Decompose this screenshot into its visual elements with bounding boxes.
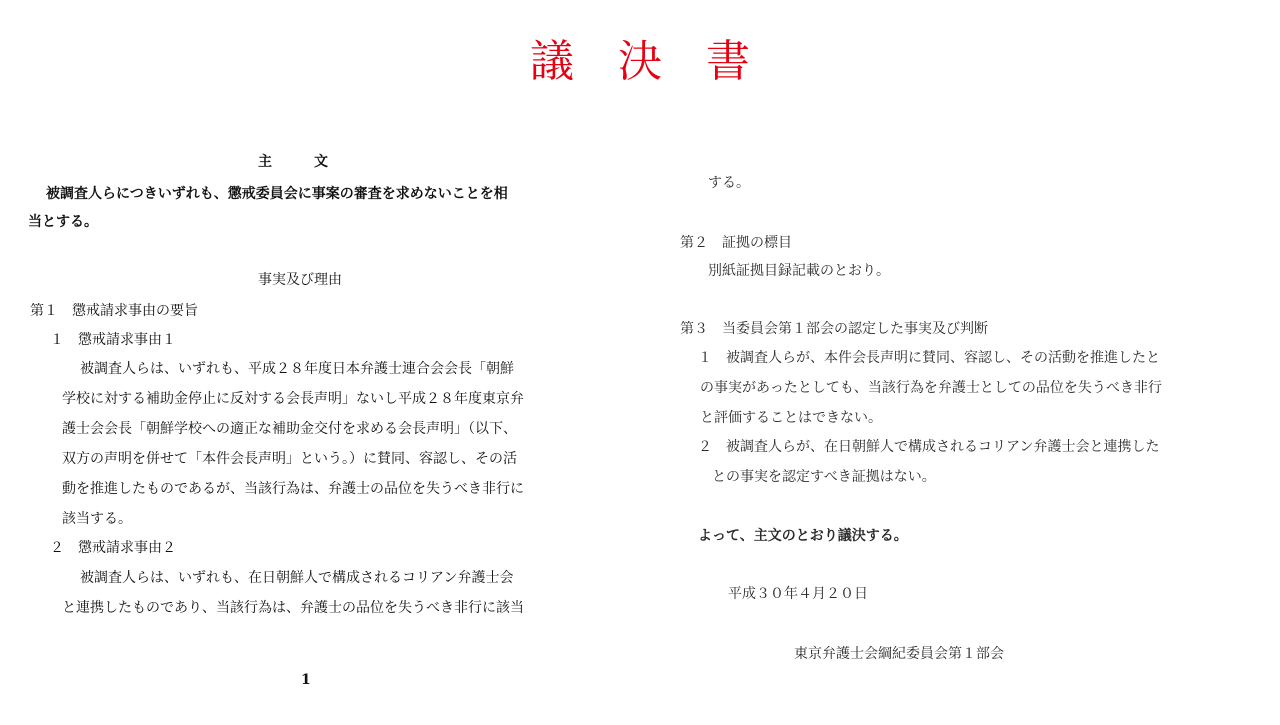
section2-body: 別紙証拠目録記載のとおり。 xyxy=(708,263,890,279)
heading-main: 主 文 xyxy=(258,154,328,170)
item2-body-line-2: と連携したものであり、当該行為は、弁護士の品位を失うべき非行に該当 xyxy=(62,600,524,616)
decision-date: 平成３０年４月２０日 xyxy=(728,586,868,602)
item2-title: ２ 懲戒請求事由２ xyxy=(50,540,176,556)
right-page xyxy=(640,0,1280,725)
item1-body-line-5: 動を推進したものであるが、当該行為は、弁護士の品位を失うべき非行に xyxy=(62,481,524,497)
item1-title: １ 懲戒請求事由１ xyxy=(50,332,176,348)
item1-body-line-1: 被調査人らは、いずれも、平成２８年度日本弁護士連合会会長「朝鮮 xyxy=(80,361,514,377)
section3-item1-line-1: １ 被調査人らが、本件会長声明に賛同、容認し、その活動を推進したと xyxy=(698,350,1160,366)
section3-item1-line-3: と評価することはできない。 xyxy=(700,410,882,426)
section2-title: 第２ 証拠の標目 xyxy=(680,235,792,251)
item1-body-line-2: 学校に対する補助金停止に反対する会長声明」ないし平成２８年度東京弁 xyxy=(62,391,524,407)
section1-title: 第１ 懲戒請求事由の要旨 xyxy=(30,303,198,319)
item2-body-line-1: 被調査人らは、いずれも、在日朝鮮人で構成されるコリアン弁護士会 xyxy=(80,570,514,586)
section3-item2-line-1: ２ 被調査人らが、在日朝鮮人で構成されるコリアン弁護士会と連携した xyxy=(698,439,1160,455)
conclusion: よって、主文のとおり議決する。 xyxy=(698,528,908,544)
page-number: 1 xyxy=(301,672,311,688)
item1-body-line-6: 該当する。 xyxy=(62,511,132,527)
committee-signature: 東京弁護士会綱紀委員会第１部会 xyxy=(794,646,1004,662)
heading-reasons: 事実及び理由 xyxy=(258,272,342,288)
continuation-text: する。 xyxy=(708,175,750,191)
item1-body-line-4: 双方の声明を併せて「本件会長声明」という。）に賛同、容認し、その活 xyxy=(62,451,517,467)
item1-body-line-3: 護士会会長「朝鮮学校への適正な補助金交付を求める会長声明」（以下、 xyxy=(62,421,517,437)
section3-title: 第３ 当委員会第１部会の認定した事実及び判断 xyxy=(680,321,988,337)
main-text-line-2: 当とする。 xyxy=(28,214,98,230)
document-title: 議 決 書 xyxy=(530,36,750,87)
main-text-line-1: 被調査人らにつきいずれも、懲戒委員会に事案の審査を求めないことを相 xyxy=(46,186,508,202)
section3-item1-line-2: の事実があったとしても、当該行為を弁護士としての品位を失うべき非行 xyxy=(700,380,1162,396)
section3-item2-line-2: との事実を認定すべき証拠はない。 xyxy=(712,469,936,485)
